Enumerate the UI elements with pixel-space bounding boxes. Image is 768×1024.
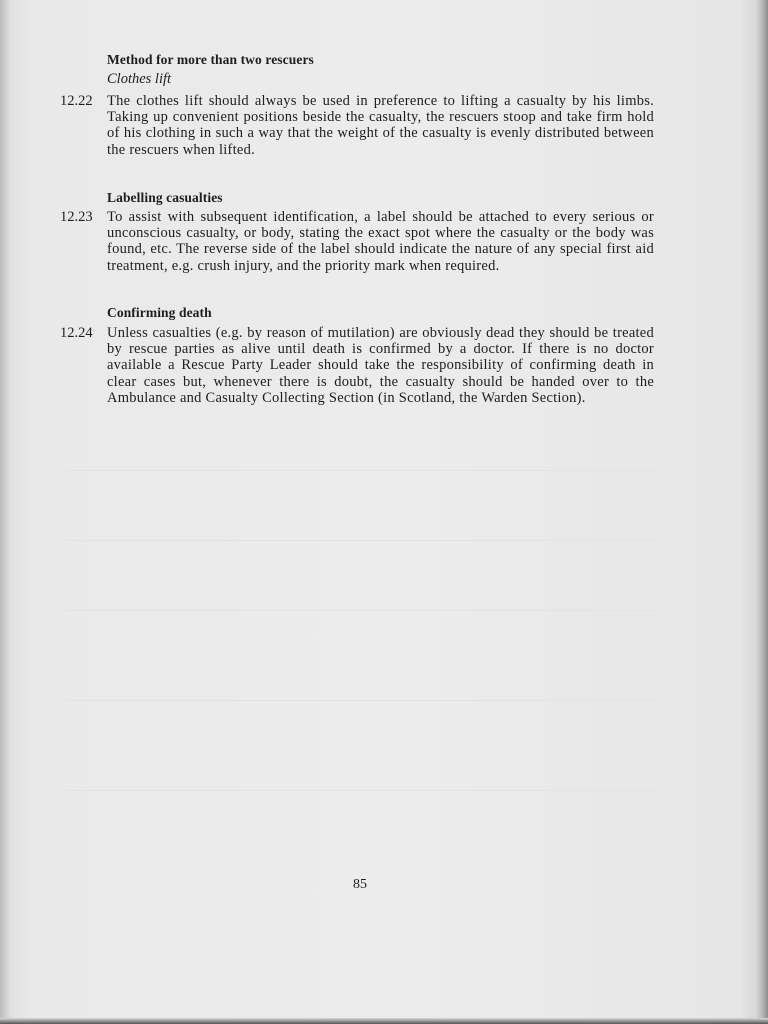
section-heading-confirming: Confirming death [107, 305, 212, 320]
paragraph-12-24 [60, 325, 654, 406]
page-number: 85 [353, 877, 367, 892]
show-through-line [60, 540, 660, 541]
paragraph-12-22 [60, 93, 654, 158]
paragraph-number: 12.22 [60, 93, 93, 109]
show-through-line [60, 700, 660, 701]
paragraph-number: 12.24 [60, 325, 93, 341]
show-through-line [60, 790, 660, 791]
section-subheading: Clothes lift [107, 71, 172, 87]
paragraph-text: To assist with subsequent identification, a label should be attached to every serious or unconscious casualty, or body, stating the exact spot where the casualty or the body was found, etc. The reverse side of the label should indicate the nature of any special first aid treatment, e.g. crush injury, and the priority mark when required. [107, 209, 654, 274]
paragraph-text: Unless casualties (e.g. by reason of mutilation) are obviously dead they should be treated by rescue parties as alive until death is confirmed by a doctor. If there is no doctor available a Rescue Party Leader should take the responsibility of confirming death in clear cases but, whenever there is doubt, the casualty should be handed over to the Ambulance and Casualty Collecting Section (in Scotland, the Warden Section). [107, 325, 654, 406]
page-bottom-edge [0, 1018, 768, 1024]
paragraph-12-23 [60, 209, 654, 274]
section-heading-labelling: Labelling casualties [107, 190, 223, 205]
show-through-line [60, 470, 660, 471]
paragraph-text: The clothes lift should always be used in preference to lifting a casualty by his limbs. Taking up convenient positions beside the casualty, the rescuers stoop and take firm hold of his clothing in such a way that the weight of the casualty is evenly distributed between the rescuers when lifted. [107, 93, 654, 158]
paragraph-number: 12.23 [60, 209, 93, 225]
show-through-line [60, 610, 660, 611]
section-heading: Method for more than two rescuers [107, 52, 314, 67]
page-left-fold [0, 0, 10, 1024]
page-right-edge [754, 0, 768, 1024]
